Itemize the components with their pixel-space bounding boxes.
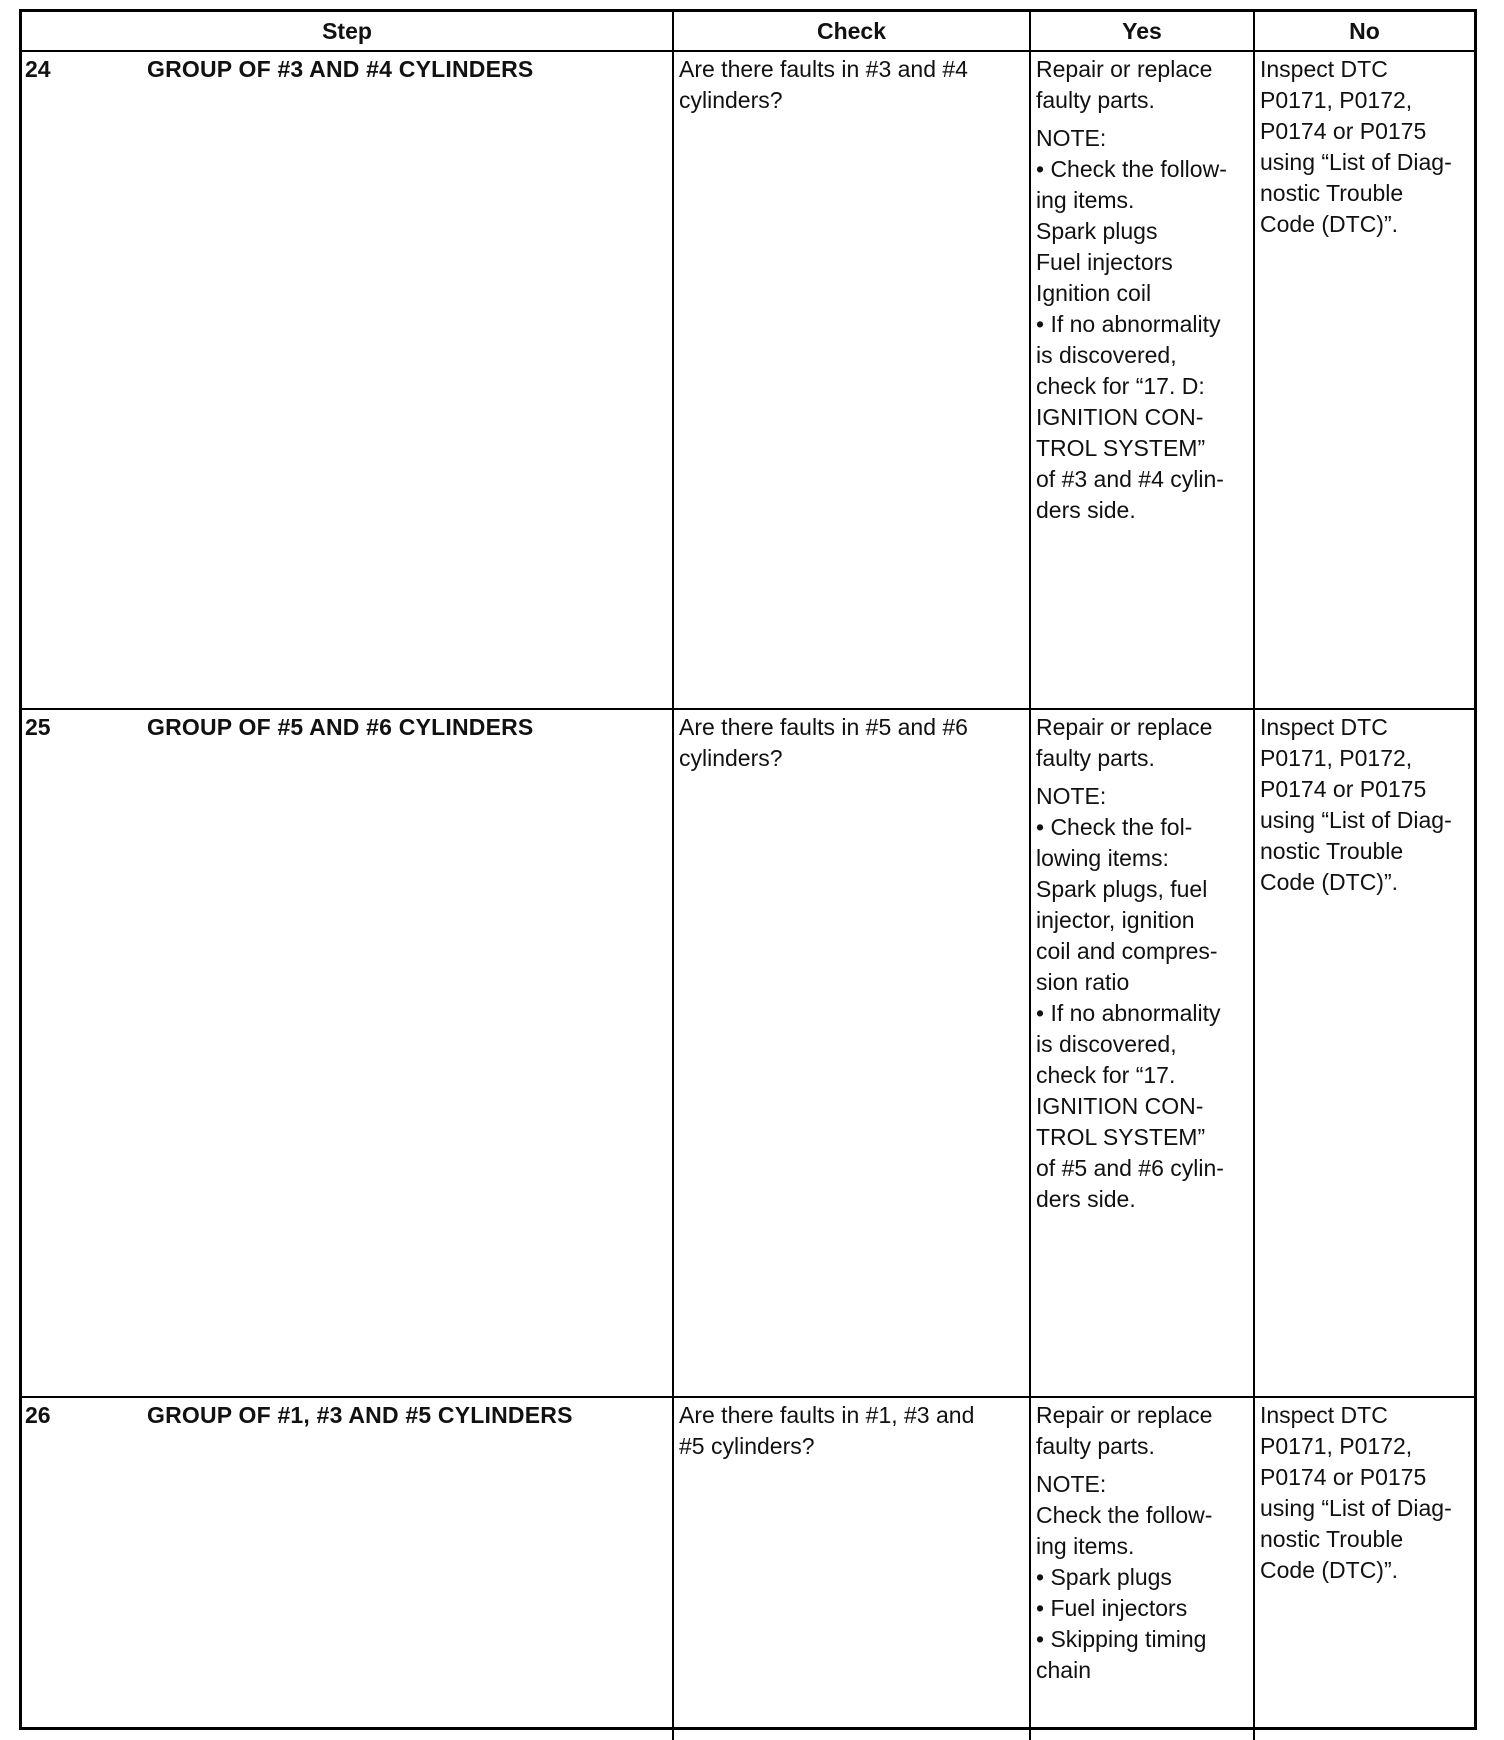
header-no: No: [1254, 12, 1474, 51]
yes-action: Repair or replace faulty parts.: [1036, 714, 1213, 771]
check-cell: [673, 51, 1030, 709]
table-row: [22, 709, 1474, 1397]
no-action: Inspect DTC P0171, P0172, P0174 or P0175 using “List of Diag- nostic Trouble Code (DTC)”.: [1260, 1402, 1452, 1583]
no-action: Inspect DTC P0171, P0172, P0174 or P0175 using “List of Diag- nostic Trouble Code (DTC)”.: [1260, 56, 1452, 237]
no-action: Inspect DTC P0171, P0172, P0174 or P0175 using “List of Diag- nostic Trouble Code (DTC)”.: [1260, 714, 1452, 895]
step-number: 26: [25, 1402, 51, 1428]
table-row: [22, 51, 1474, 709]
yes-cell: [1030, 709, 1254, 1397]
header-check: Check: [673, 12, 1030, 51]
check-cell: [673, 1397, 1030, 1740]
no-cell: [1254, 1397, 1474, 1740]
step-title: GROUP OF #5 AND #6 CYLINDERS: [147, 714, 534, 740]
step-title: GROUP OF #1, #3 AND #5 CYLINDERS: [147, 1402, 573, 1428]
yes-cell: [1030, 51, 1254, 709]
check-question: Are there faults in #5 and #6 cylinders?: [679, 714, 968, 771]
table-row: [22, 1397, 1474, 1740]
check-question: Are there faults in #1, #3 and #5 cylinders?: [679, 1402, 975, 1459]
yes-note: NOTE: • Check the follow- ing items. Spark plugs Fuel injectors Ignition coil • If no abnormality is discovered, check for “17. D: IGNITION CON- TROL SYSTEM” of #3 and #4 cylin- ders side.: [1036, 125, 1227, 523]
step-number: 25: [25, 714, 51, 740]
step-cell: [22, 51, 673, 709]
step-number: 24: [25, 56, 51, 82]
step-cell: [22, 1397, 673, 1740]
diagnostic-table: [22, 12, 1474, 1740]
no-cell: [1254, 709, 1474, 1397]
step-cell: [22, 709, 673, 1397]
check-question: Are there faults in #3 and #4 cylinders?: [679, 56, 968, 113]
yes-note: NOTE: • Check the fol- lowing items: Spark plugs, fuel injector, ignition coil and compres- sion ratio • If no abnormality is discovered, check for “17. IGNITION CON- TROL SYSTEM” of #5 and #6 cylin- ders side.: [1036, 783, 1224, 1212]
yes-action: Repair or replace faulty parts.: [1036, 56, 1213, 113]
diagnostic-procedure-table: [19, 9, 1477, 1730]
header-step: Step: [22, 12, 673, 51]
header-yes: Yes: [1030, 12, 1254, 51]
step-title: GROUP OF #3 AND #4 CYLINDERS: [147, 56, 534, 82]
yes-note: NOTE: Check the follow- ing items. • Spark plugs • Fuel injectors • Skipping timing chain: [1036, 1471, 1213, 1683]
yes-action: Repair or replace faulty parts.: [1036, 1402, 1213, 1459]
no-cell: [1254, 51, 1474, 709]
table-header-row: [22, 12, 1474, 51]
yes-cell: [1030, 1397, 1254, 1740]
check-cell: [673, 709, 1030, 1397]
